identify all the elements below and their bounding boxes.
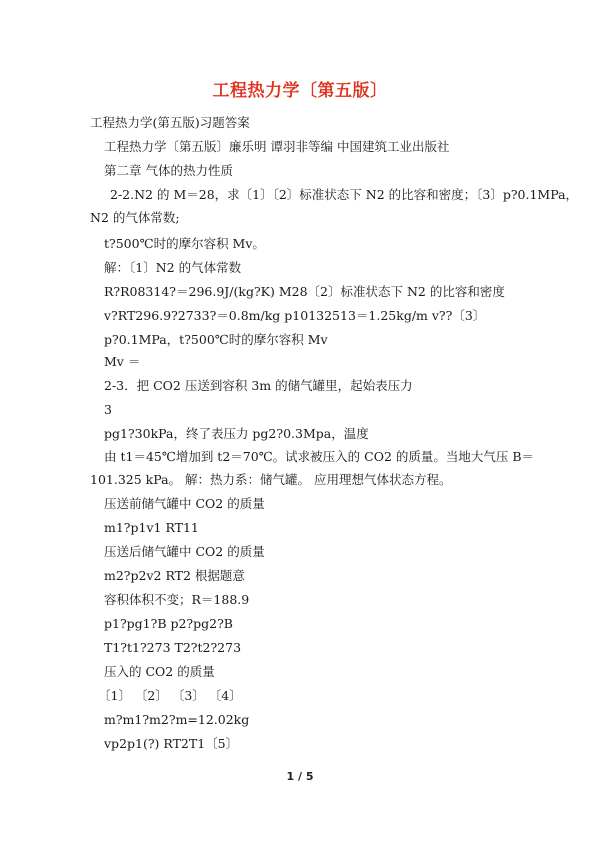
text-line: 工程热力学〔第五版〕廉乐明 谭羽非等编 中国建筑工业出版社 [104,139,450,154]
text-line: 解：〔1〕N2 的气体常数 [104,260,242,275]
text-line: t?500℃时的摩尔容积 Mv。 [104,236,265,251]
text-line: vp2p1(?) RT2T1〔5〕 [104,736,239,751]
text-line: m2?p2v2 RT2 根据题意 [104,568,245,583]
text-line: N2 的气体常数; [90,210,180,225]
text-line: 101.325 kPa。 解：热力系：储气罐。 应用理想气体状态方程。 [90,472,452,487]
text-line: 压送后储气罐中 CO2 的质量 [104,544,265,559]
text-line: m?m1?m2?m=12.02kg [104,712,250,727]
text-line: R?R08314?＝296.9J/(kg?K) M28〔2〕标准状态下 N2 的比容和密度 [104,284,505,299]
text-line: 工程热力学(第五版)习题答案 [90,115,250,130]
text-line: 2-3．把 CO2 压送到容积 3m 的储气罐里，起始表压力 [104,378,413,393]
text-line: p?0.1MPa，t?500℃时的摩尔容积 Mv [104,332,328,347]
text-line: 3 [104,402,112,417]
text-line: pg1?30kPa，终了表压力 pg2?0.3Mpa，温度 [104,426,369,441]
page-number: 1 / 5 [286,770,314,783]
text-line: 容积体积不变；R＝188.9 [104,592,250,607]
text-line: 压入的 CO2 的质量 [104,664,215,679]
document-title: 工程热力学〔第五版〕 [212,81,388,101]
text-line: v?RT296.9?2733?＝0.8m/kg p10132513＝1.25kg/m v??〔3〕 [104,308,486,323]
text-line: T1?t1?273 T2?t2?273 [104,640,242,655]
text-line: p1?pg1?B p2?pg2?B [104,616,233,631]
text-line: Mv ＝ [104,354,141,369]
text-line: 压送前储气罐中 CO2 的质量 [104,496,265,511]
text-line: 〔1〕 〔2〕 〔3〕 〔4〕 [98,688,242,703]
text-line: 由 t1＝45℃增加到 t2＝70℃。试求被压入的 CO2 的质量。当地大气压 B＝ [104,449,535,464]
text-line: 2-2.N2 的 M＝28，求〔1〕〔2〕标准状态下 N2 的比容和密度；〔3〕p?0.1MPa， [110,187,579,202]
text-line: m1?p1v1 RT11 [104,520,199,535]
text-line: 第二章 气体的热力性质 [104,163,233,178]
